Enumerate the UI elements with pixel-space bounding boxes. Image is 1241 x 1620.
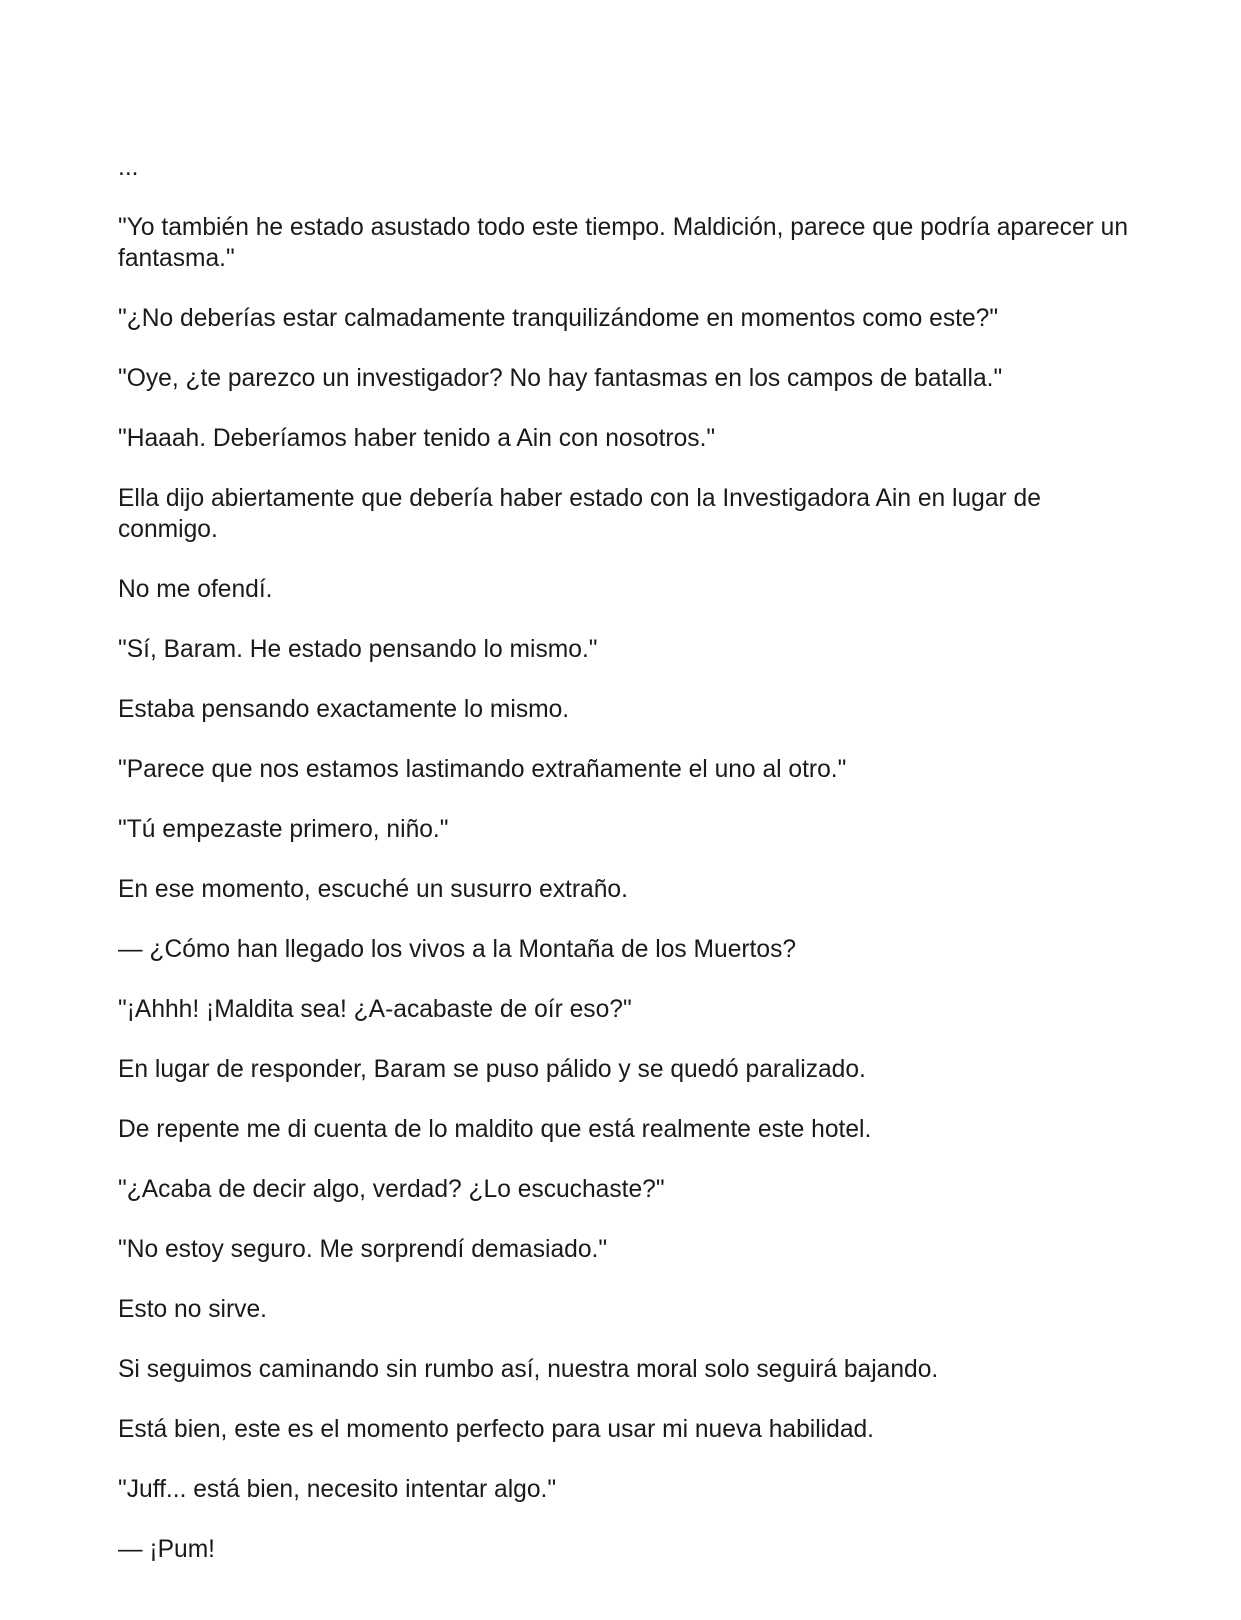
paragraph: "Parece que nos estamos lastimando extrañamente el uno al otro." [118,756,847,783]
paragraph: "Haaah. Deberíamos haber tenido a Ain con nosotros." [118,425,716,452]
paragraph: "Sí, Baram. He estado pensando lo mismo." [118,636,598,663]
paragraph: En lugar de responder, Baram se puso pálido y se quedó paralizado. [118,1056,866,1083]
paragraph: Esto no sirve. [118,1296,267,1323]
paragraph: De repente me di cuenta de lo maldito que está realmente este hotel. [118,1116,872,1143]
paragraph: Estaba pensando exactamente lo mismo. [118,696,570,723]
paragraph: "¡Ahhh! ¡Maldita sea! ¿A-acabaste de oír eso?" [118,996,632,1023]
document-body [118,152,1128,1594]
paragraph: "¿No deberías estar calmadamente tranquilizándome en momentos como este?" [118,305,999,332]
paragraph: Si seguimos caminando sin rumbo así, nuestra moral solo seguirá bajando. [118,1356,939,1383]
paragraph: — ¡Pum! [118,1536,216,1563]
paragraph: En ese momento, escuché un susurro extraño. [118,876,628,903]
paragraph: "Oye, ¿te parezco un investigador? No hay fantasmas en los campos de batalla." [118,365,1003,392]
paragraph: ... [118,154,139,181]
paragraph: "Tú empezaste primero, niño." [118,816,449,843]
paragraph: "Yo también he estado asustado todo este tiempo. Maldición, parece que podría aparecer un fantasma." [118,214,1129,272]
paragraph: No me ofendí. [118,576,273,603]
paragraph: "No estoy seguro. Me sorprendí demasiado." [118,1236,608,1263]
paragraph: "¿Acaba de decir algo, verdad? ¿Lo escuchaste?" [118,1176,665,1203]
paragraph: Ella dijo abiertamente que debería haber estado con la Investigadora Ain en lugar de conmigo. [118,485,1041,543]
paragraph: — ¿Cómo han llegado los vivos a la Montaña de los Muertos? [118,936,797,963]
paragraph: "Juff... está bien, necesito intentar algo." [118,1476,557,1503]
paragraph: Está bien, este es el momento perfecto para usar mi nueva habilidad. [118,1416,875,1443]
